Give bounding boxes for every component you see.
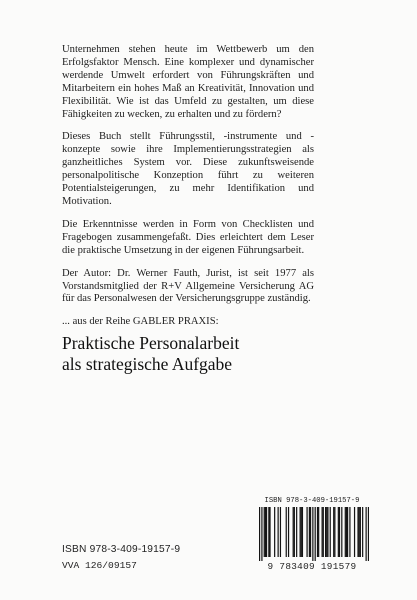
barcode-bar xyxy=(296,507,297,557)
barcode-bar xyxy=(268,507,269,557)
barcode-bar xyxy=(345,507,346,557)
barcode-bar xyxy=(362,507,363,557)
barcode-bar xyxy=(280,507,281,557)
barcode-bar xyxy=(330,507,331,557)
barcode-bar xyxy=(366,507,367,561)
barcode-bar xyxy=(302,507,303,557)
barcode-bar xyxy=(349,507,350,557)
vva-code: VVA 126/09157 xyxy=(62,560,137,571)
isbn-label: ISBN 978-3-409-19157-9 xyxy=(62,544,181,555)
barcode-bar xyxy=(286,507,287,557)
related-book-title-line-1: Praktische Personalarbeit xyxy=(62,333,240,354)
paragraph-intro: Unternehmen stehen heute im Wettbewerb um den Erfolgsfaktor Mensch. Eine komplexer und dynamischer werdende Umwelt erfordert von Führungskräften und Mitarbeitern ein hohes Maß an Kreativität, Innovation und Flexibilität. Wie ist das Umfeld zu gestalten, um diese Fähigkeiten zu wecken, zu erhalten und zu fördern? xyxy=(62,44,314,120)
barcode-digits: 9 783409 191579 xyxy=(267,561,357,572)
paragraph-book-description: Dieses Buch stellt Führungsstil, -instrumente und -konzepte sowie ihre Implementierungsstrategien als ganzheitliches System vor. Diese zukunftsweisende personalpolitische Konzeption führt zu weiteren Potentialsteigerungen, zu mehr Identifikation und Motivation. xyxy=(62,131,314,207)
barcode-bar xyxy=(269,507,270,557)
barcode-bar xyxy=(368,507,369,561)
barcode-bar xyxy=(334,507,335,557)
barcode-bar xyxy=(264,507,265,557)
barcode-bar xyxy=(306,507,307,557)
barcode-bar xyxy=(261,507,262,561)
barcode-bar xyxy=(354,507,355,557)
barcode-bar xyxy=(322,507,323,557)
barcode-bar xyxy=(346,507,347,557)
blurb-text xyxy=(62,44,314,375)
barcode-bar xyxy=(341,507,342,557)
barcode-bar xyxy=(278,507,279,557)
barcode-bar xyxy=(347,507,348,557)
barcode xyxy=(253,497,371,577)
barcode-bar xyxy=(310,507,311,557)
barcode-bar xyxy=(326,507,327,557)
barcode-bar xyxy=(288,507,289,557)
barcode-bar xyxy=(300,507,301,557)
paragraph-author: Der Autor: Dr. Werner Fauth, Jurist, ist seit 1977 als Vorstandsmitglied der R+V Allgemeine Versicherung AG für das Personalwesen der Versicherungsgruppe zuständig. xyxy=(62,267,314,305)
paragraph-checklists: Die Erkenntnisse werden in Form von Checklisten und Fragebogen zusammengefaßt. Dies erleichtert dem Leser die praktische Umsetzung in der eigenen Führungsarbeit. xyxy=(62,218,314,256)
barcode-bar xyxy=(333,507,334,557)
barcode-bar xyxy=(359,507,360,557)
barcode-bar xyxy=(317,507,318,557)
barcode-bar xyxy=(339,507,340,557)
barcode-bar xyxy=(293,507,294,557)
barcode-bar xyxy=(318,507,319,557)
barcode-bar xyxy=(325,507,326,557)
barcode-isbn-label: ISBN 978-3-409-19157-9 xyxy=(264,497,360,505)
barcode-bar xyxy=(327,507,328,557)
barcode-bar xyxy=(265,507,266,557)
barcode-bar xyxy=(274,507,275,557)
barcode-bar xyxy=(301,507,302,557)
barcode-bars xyxy=(259,507,369,561)
barcode-bar xyxy=(357,507,358,557)
series-line: ... aus der Reihe GABLER PRAXIS: xyxy=(62,316,219,328)
barcode-bar xyxy=(338,507,339,557)
barcode-bar xyxy=(294,507,295,557)
barcode-bar xyxy=(360,507,361,557)
barcode-bar xyxy=(266,507,267,557)
related-book-title-line-2: als strategische Aufgabe xyxy=(62,354,233,375)
barcode-bar xyxy=(259,507,260,561)
barcode-bar xyxy=(315,507,316,561)
barcode-bar xyxy=(323,507,324,557)
barcode-bar xyxy=(312,507,313,561)
barcode-bar xyxy=(309,507,310,557)
